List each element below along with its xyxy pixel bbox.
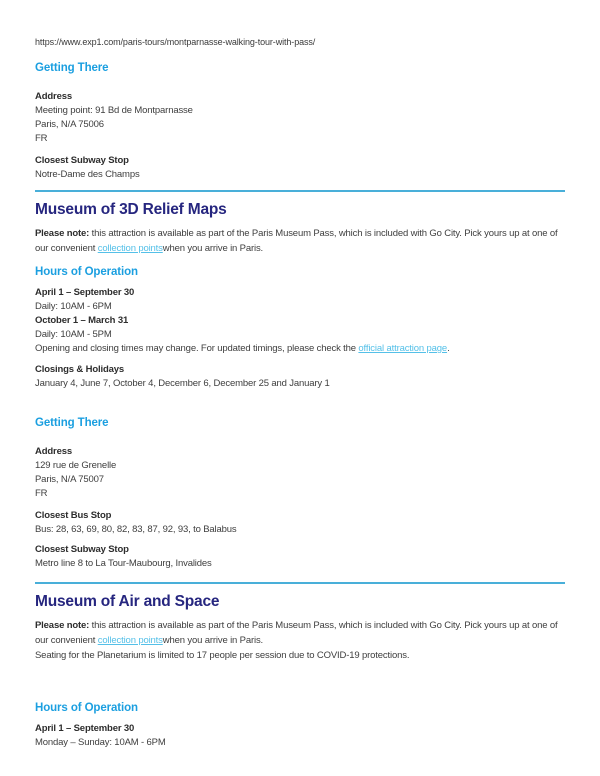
address-line: FR [35, 133, 48, 144]
collection-points-link[interactable]: collection points [97, 635, 163, 646]
note-text-part-1: this attraction is available as part of the Paris Museum Pass, which is included with Go City. Pick yours up at one of our convenient [35, 228, 558, 254]
getting-there-heading-2: Getting There [35, 417, 109, 429]
subway-stop-value: Metro line 8 to La Tour-Maubourg, Invalides [35, 558, 212, 569]
closings-label: Closings & Holidays [35, 364, 125, 375]
schedule-period-hours: Daily: 10AM - 5PM [35, 329, 112, 340]
schedule-period-label: April 1 – September 30 [35, 287, 135, 298]
closings-value: January 4, June 7, October 4, December 6, December 25 and January 1 [35, 378, 330, 389]
subway-stop-block-2 [35, 543, 565, 571]
hours-of-operation-heading-1: Hours of Operation [35, 266, 138, 278]
schedule-period-hours: Daily: 10AM - 6PM [35, 301, 112, 312]
note-text [35, 226, 565, 256]
bus-stop-block [35, 509, 565, 537]
note-text [35, 618, 565, 648]
update-note-text: Opening and closing times may change. For updated timings, please check the [35, 343, 359, 354]
note-text-part-2: when you arrive in Paris. [162, 243, 264, 254]
schedule-update-note [35, 342, 565, 356]
address-label: Address [35, 446, 72, 457]
address-line: FR [35, 488, 48, 499]
page-url: https://www.exp1.com/paris-tours/montparnasse-walking-tour-with-pass/ [35, 37, 316, 47]
bus-stop-value: Bus: 28, 63, 69, 80, 82, 83, 87, 92, 93, to Balabus [35, 524, 237, 535]
seating-note: Seating for the Planetarium is limited to 17 people per session due to COVID-19 protections. [35, 650, 410, 661]
note-text-part-2: when you arrive in Paris. [162, 635, 264, 646]
note-bold-prefix: Please note: [35, 228, 90, 239]
closings-block [35, 363, 565, 391]
subway-stop-label: Closest Subway Stop [35, 155, 129, 166]
schedule-period-label: October 1 – March 31 [35, 315, 129, 326]
hours-of-operation-heading-2: Hours of Operation [35, 702, 138, 714]
subway-stop-value: Notre-Dame des Champs [35, 169, 140, 180]
note-bold-prefix: Please note: [35, 620, 90, 631]
official-attraction-page-link[interactable]: official attraction page [358, 343, 448, 354]
schedule-period-hours: Monday – Sunday: 10AM - 6PM [35, 737, 166, 748]
hours-schedule-1 [35, 286, 565, 356]
section-divider [35, 190, 565, 192]
note-paragraph-2 [35, 618, 565, 663]
section-divider [35, 582, 565, 584]
address-line: Paris, N/A 75007 [35, 474, 104, 485]
subway-stop-block-1 [35, 154, 565, 182]
update-note-suffix: . [447, 343, 450, 354]
note-paragraph-1 [35, 226, 565, 256]
note-text-part-1: this attraction is available as part of the Paris Museum Pass, which is included with Go City. Pick yours up at one of our convenient [35, 620, 558, 646]
attraction-title-1: Museum of 3D Relief Maps [35, 201, 227, 218]
address-line: 129 rue de Grenelle [35, 460, 117, 471]
collection-points-link[interactable]: collection points [97, 243, 163, 254]
hours-schedule-2 [35, 722, 565, 750]
address-block-1 [35, 90, 565, 146]
address-block-2 [35, 445, 565, 501]
bus-stop-label: Closest Bus Stop [35, 510, 112, 521]
address-label: Address [35, 91, 72, 102]
address-line: Meeting point: 91 Bd de Montparnasse [35, 105, 193, 116]
schedule-period-label: April 1 – September 30 [35, 723, 135, 734]
attraction-title-2: Museum of Air and Space [35, 593, 220, 610]
getting-there-heading-1: Getting There [35, 62, 109, 74]
subway-stop-label: Closest Subway Stop [35, 544, 129, 555]
address-line: Paris, N/A 75006 [35, 119, 104, 130]
